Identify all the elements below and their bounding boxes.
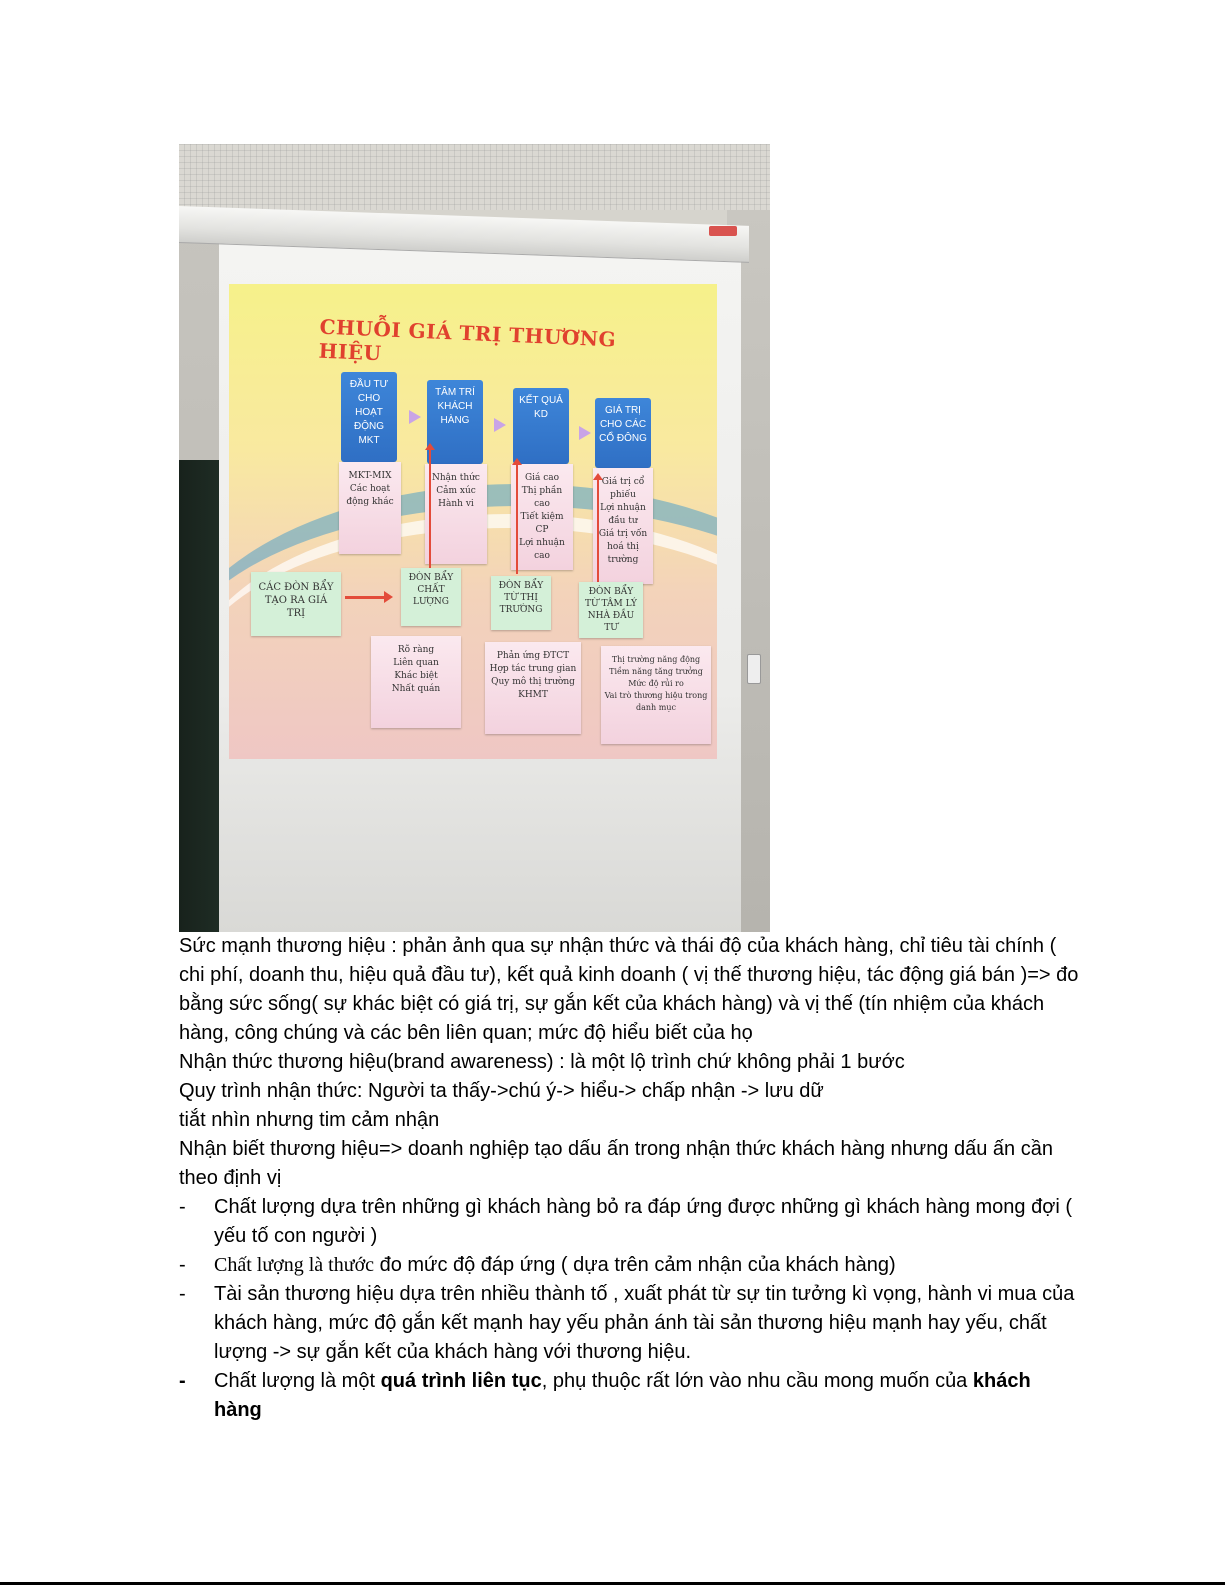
wall-switch <box>747 654 761 684</box>
up-arrow-icon <box>597 479 599 584</box>
list-item-text: đo mức độ đáp ứng ( dựa trên cảm nhận của khách hàng) <box>374 1254 896 1276</box>
stage-box: ĐẦU TƯ CHO HOẠT ĐỘNG MKT <box>341 372 397 462</box>
stage-detail-box: Nhận thức Cảm xúc Hành vi <box>425 464 487 564</box>
list-item-text: Chất lượng dựa trên những gì khách hàng bỏ ra đáp ứng được những gì khách hàng mong đợi ( yếu tố con người ) <box>214 1196 1072 1247</box>
list-item-text-serif: Chất lượng là thước <box>214 1254 375 1276</box>
lever-box: ĐÒN BẨY TỪ TÂM LÝ NHÀ ĐẦU TƯ <box>579 582 643 638</box>
notes-text <box>179 932 1079 1425</box>
flow-arrow-icon <box>494 418 506 432</box>
list-item <box>179 1280 1079 1367</box>
paragraph: Nhận biết thương hiệu=> doanh nghiệp tạo dấu ấn trong nhận thức khách hàng nhưng dấu ấn cần theo định vị <box>179 1138 1053 1189</box>
paragraph: tiắt nhìn nhưng tim cảm nhận <box>179 1109 440 1131</box>
stage-box: TÂM TRÍ KHÁCH HÀNG <box>427 380 483 464</box>
stage-detail-box: Giá trị cổ phiếu Lợi nhuận đầu tư Giá trị vốn hoá thị trường <box>593 468 653 584</box>
emphasis-text: khách hàng <box>214 1370 1031 1421</box>
stage-detail-box: Giá cao Thị phần cao Tiết kiệm CP Lợi nhuận cao <box>511 464 573 570</box>
stage-box: GIÁ TRỊ CHO CÁC CỔ ĐÔNG <box>595 398 651 468</box>
list-item <box>179 1367 1079 1425</box>
bullet-marker: - <box>179 1196 186 1218</box>
stage-detail-box: MKT-MIX Các hoạt động khác <box>339 462 401 554</box>
housing-cap <box>709 226 737 236</box>
list-item-text: , phụ thuộc rất lớn vào nhu cầu mong muốn của <box>541 1370 973 1392</box>
list-item-text: Tài sản thương hiệu dựa trên nhiều thành tố , xuất phát từ sự tin tưởng kì vọng, hành vi mua của khách hàng, mức độ gắn kết mạnh hay yếu phản ánh tài sản thương hiệu mạnh hay yếu, chất lượng -> sự gắn kết của khách hàng với thương hiệu. <box>214 1283 1075 1363</box>
projector-photo <box>179 144 770 932</box>
slide-title: CHUỖI GIÁ TRỊ THƯƠNG HIỆU <box>318 314 617 366</box>
lever-detail-box: Phản ứng ĐTCT Hợp tác trung gian Quy mô thị trường KHMT <box>485 642 581 734</box>
bullet-marker: - <box>179 1370 186 1392</box>
list-item <box>179 1251 1079 1280</box>
list-item-text: Chất lượng là một <box>214 1370 381 1392</box>
stage-box: KẾT QUẢ KD <box>513 388 569 464</box>
lever-detail-box: Thị trường năng động Tiềm năng tăng trưởng Mức độ rủi ro Vai trò thương hiệu trong danh mục <box>601 646 711 744</box>
list-item <box>179 1193 1079 1251</box>
lever-box: ĐÒN BẨY CHẤT LƯỢNG <box>401 568 461 626</box>
blackboard <box>179 460 223 932</box>
flow-arrow-icon <box>579 426 591 440</box>
bullet-list <box>179 1193 1079 1425</box>
emphasis-text: quá trình liên tục <box>380 1370 542 1392</box>
flow-arrow-icon <box>409 410 421 424</box>
paragraph: Sức mạnh thương hiệu : phản ảnh qua sự nhận thức và thái độ của khách hàng, chỉ tiêu tài chính ( chi phí, doanh thu, hiệu quả đầu tư), kết quả kinh doanh ( vị thế thương hiệu, tác động giá bán )=> đo bằng sức sống( sự khác biệt có giá trị, sự gắn kết của khách hàng) và vị thế (tín nhiệm của khách hàng, công chúng và các bên liên quan; mức độ hiểu biết của họ <box>179 935 1079 1044</box>
levers-source-box: CÁC ĐÒN BẨY TẠO RA GIÁ TRỊ <box>251 572 341 636</box>
presentation-slide <box>229 284 717 759</box>
right-arrow-icon <box>345 596 385 599</box>
lever-box: ĐÒN BẨY TỪ THỊ TRƯỜNG <box>491 576 551 630</box>
paragraph: Quy trình nhận thức: Người ta thấy->chú ý-> hiểu-> chấp nhận -> lưu dữ <box>179 1080 824 1102</box>
ceiling-tiles <box>179 144 770 210</box>
paragraph: Nhận thức thương hiệu(brand awareness) : là một lộ trình chứ không phải 1 bước <box>179 1051 905 1073</box>
bullet-marker: - <box>179 1254 186 1276</box>
bullet-marker: - <box>179 1283 186 1305</box>
lever-detail-box: Rõ ràng Liên quan Khác biệt Nhất quán <box>371 636 461 728</box>
up-arrow-icon <box>516 464 518 574</box>
up-arrow-icon <box>429 449 431 569</box>
